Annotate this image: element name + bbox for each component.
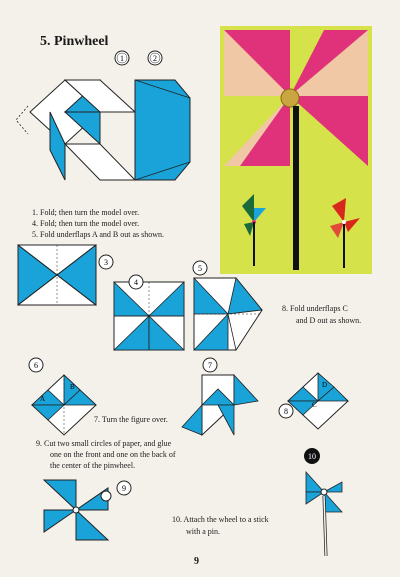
svg-text:3: 3 bbox=[104, 258, 108, 267]
instruction-9-line2: one on the front and one on the back of bbox=[50, 450, 176, 459]
step-8-diagram bbox=[288, 373, 348, 429]
instruction-10-line1: 10. Attach the wheel to a stick bbox=[172, 515, 269, 524]
instruction-4: 4. Fold; then turn the model over. bbox=[32, 219, 140, 228]
step-6-number bbox=[29, 358, 43, 372]
svg-text:A: A bbox=[40, 395, 46, 403]
step-10-number bbox=[302, 446, 322, 466]
instruction-8-line1: 8. Fold underflaps C bbox=[282, 304, 348, 313]
step-5-diagram bbox=[194, 278, 262, 350]
steps-3-5-diagram bbox=[10, 240, 280, 360]
instruction-9-line1: 9. Cut two small circles of paper, and glue bbox=[36, 439, 172, 448]
step-4-diagram bbox=[114, 282, 184, 350]
steps-1-2-diagram bbox=[10, 50, 210, 210]
step-2-diagram bbox=[135, 80, 190, 180]
svg-text:6: 6 bbox=[34, 361, 38, 370]
step-3-number bbox=[99, 255, 113, 269]
step-1-diagram bbox=[16, 80, 135, 180]
step-4-number bbox=[129, 275, 143, 289]
step-7-number bbox=[203, 358, 217, 372]
page-title: 5. Pinwheel bbox=[40, 34, 109, 49]
step-9-diagram bbox=[44, 480, 111, 540]
step-8-number bbox=[279, 404, 293, 418]
instruction-1: 1. Fold; then turn the model over. bbox=[32, 208, 140, 217]
steps-9-10-diagram bbox=[36, 470, 376, 556]
step-2-number bbox=[148, 51, 162, 65]
svg-text:7: 7 bbox=[208, 361, 212, 370]
svg-text:D: D bbox=[322, 381, 328, 389]
instruction-8-line2: and D out as shown. bbox=[296, 316, 362, 325]
svg-text:10: 10 bbox=[308, 452, 316, 461]
svg-text:C: C bbox=[312, 401, 317, 409]
svg-text:1: 1 bbox=[120, 54, 124, 63]
instruction-10-line2: with a pin. bbox=[186, 527, 220, 536]
instruction-7: 7. Turn the figure over. bbox=[94, 415, 168, 424]
svg-text:9: 9 bbox=[122, 484, 126, 493]
svg-text:4: 4 bbox=[134, 278, 138, 287]
svg-text:8: 8 bbox=[284, 407, 288, 416]
instruction-9-line3: the center of the pinwheel. bbox=[50, 461, 136, 470]
instruction-5: 5. Fold underflaps A and B out as shown. bbox=[32, 230, 164, 239]
step-3-diagram bbox=[18, 245, 96, 305]
step-7-diagram bbox=[182, 375, 258, 435]
step-5-number bbox=[193, 261, 207, 275]
steps-6-8-diagram bbox=[22, 355, 362, 447]
svg-text:5: 5 bbox=[198, 264, 202, 273]
step-9-number bbox=[117, 481, 131, 495]
step-10-diagram bbox=[306, 472, 342, 556]
step-6-diagram bbox=[32, 375, 96, 435]
step-1-number bbox=[115, 51, 129, 65]
pinwheel-photo bbox=[220, 26, 372, 274]
svg-text:2: 2 bbox=[153, 54, 157, 63]
svg-text:B: B bbox=[70, 383, 75, 391]
page-number: 9 bbox=[194, 556, 199, 567]
